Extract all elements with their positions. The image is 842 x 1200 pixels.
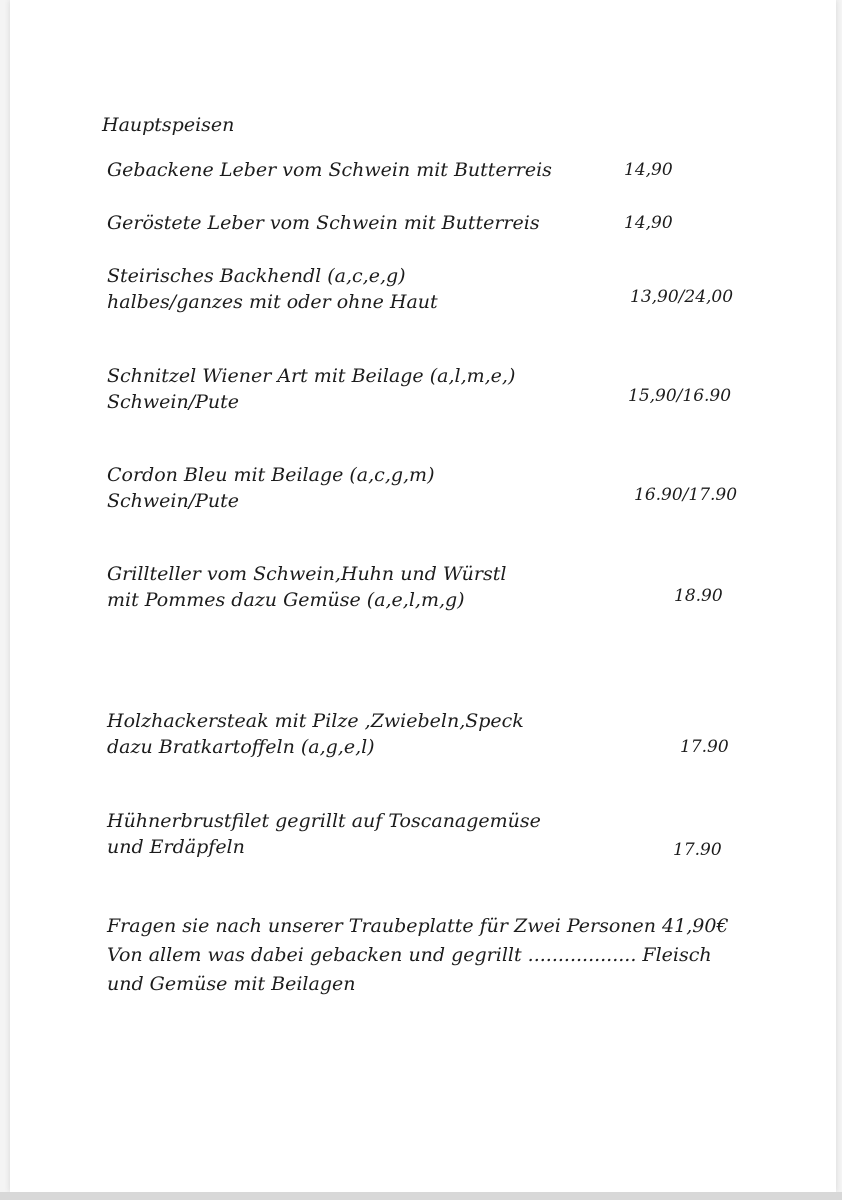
item-description: dazu Bratkartoffeln (a,g,e,l) [107,736,375,758]
item-name: Gebackene Leber vom Schwein mit Butterreis [107,159,552,181]
menu-heading: Hauptspeisen [102,114,235,136]
item-price: 14,90 [624,160,673,180]
item-description: Schwein/Pute [107,391,240,413]
item-name: Cordon Bleu mit Beilage (a,c,g,m) [107,464,435,486]
menu-page [10,0,836,1192]
item-description: Schwein/Pute [107,490,240,512]
item-description: und Erdäpfeln [107,836,245,858]
menu-item [107,708,524,760]
item-name: Hühnerbrustfilet gegrillt auf Toscanagemüse [107,810,541,832]
menu-item [107,808,541,860]
item-name: Schnitzel Wiener Art mit Beilage (a,l,m,e,) [107,365,516,387]
platter-note [107,912,729,999]
item-name: Grillteller vom Schwein,Huhn und Würstl [107,563,507,585]
platter-line: Fragen sie nach unserer Traubeplatte für Zwei Personen 41,90€ [107,915,729,937]
item-price: 16.90/17.90 [634,485,738,505]
item-name: Geröstete Leber vom Schwein mit Butterreis [107,212,540,234]
menu-item [107,210,540,236]
item-description: mit Pommes dazu Gemüse (a,e,l,m,g) [107,589,465,611]
item-price: 13,90/24,00 [630,287,734,307]
item-price: 18.90 [674,586,723,606]
item-description: halbes/ganzes mit oder ohne Haut [107,291,438,313]
menu-item [107,561,506,613]
menu-item [107,263,438,315]
item-price: 14,90 [624,213,673,233]
item-name: Holzhackersteak mit Pilze ,Zwiebeln,Speck [107,710,524,732]
menu-item [107,363,515,415]
item-price: 17.90 [680,737,729,757]
item-name: Steirisches Backhendl (a,c,e,g) [107,265,406,287]
item-price: 15,90/16.90 [628,386,732,406]
platter-line: Von allem was dabei gebacken und gegrillt .................. Fleisch [107,944,712,966]
item-price: 17.90 [673,840,722,860]
platter-line: und Gemüse mit Beilagen [107,973,356,995]
menu-item [107,462,435,514]
page-bottom-edge [0,1192,842,1200]
menu-item [107,157,552,183]
